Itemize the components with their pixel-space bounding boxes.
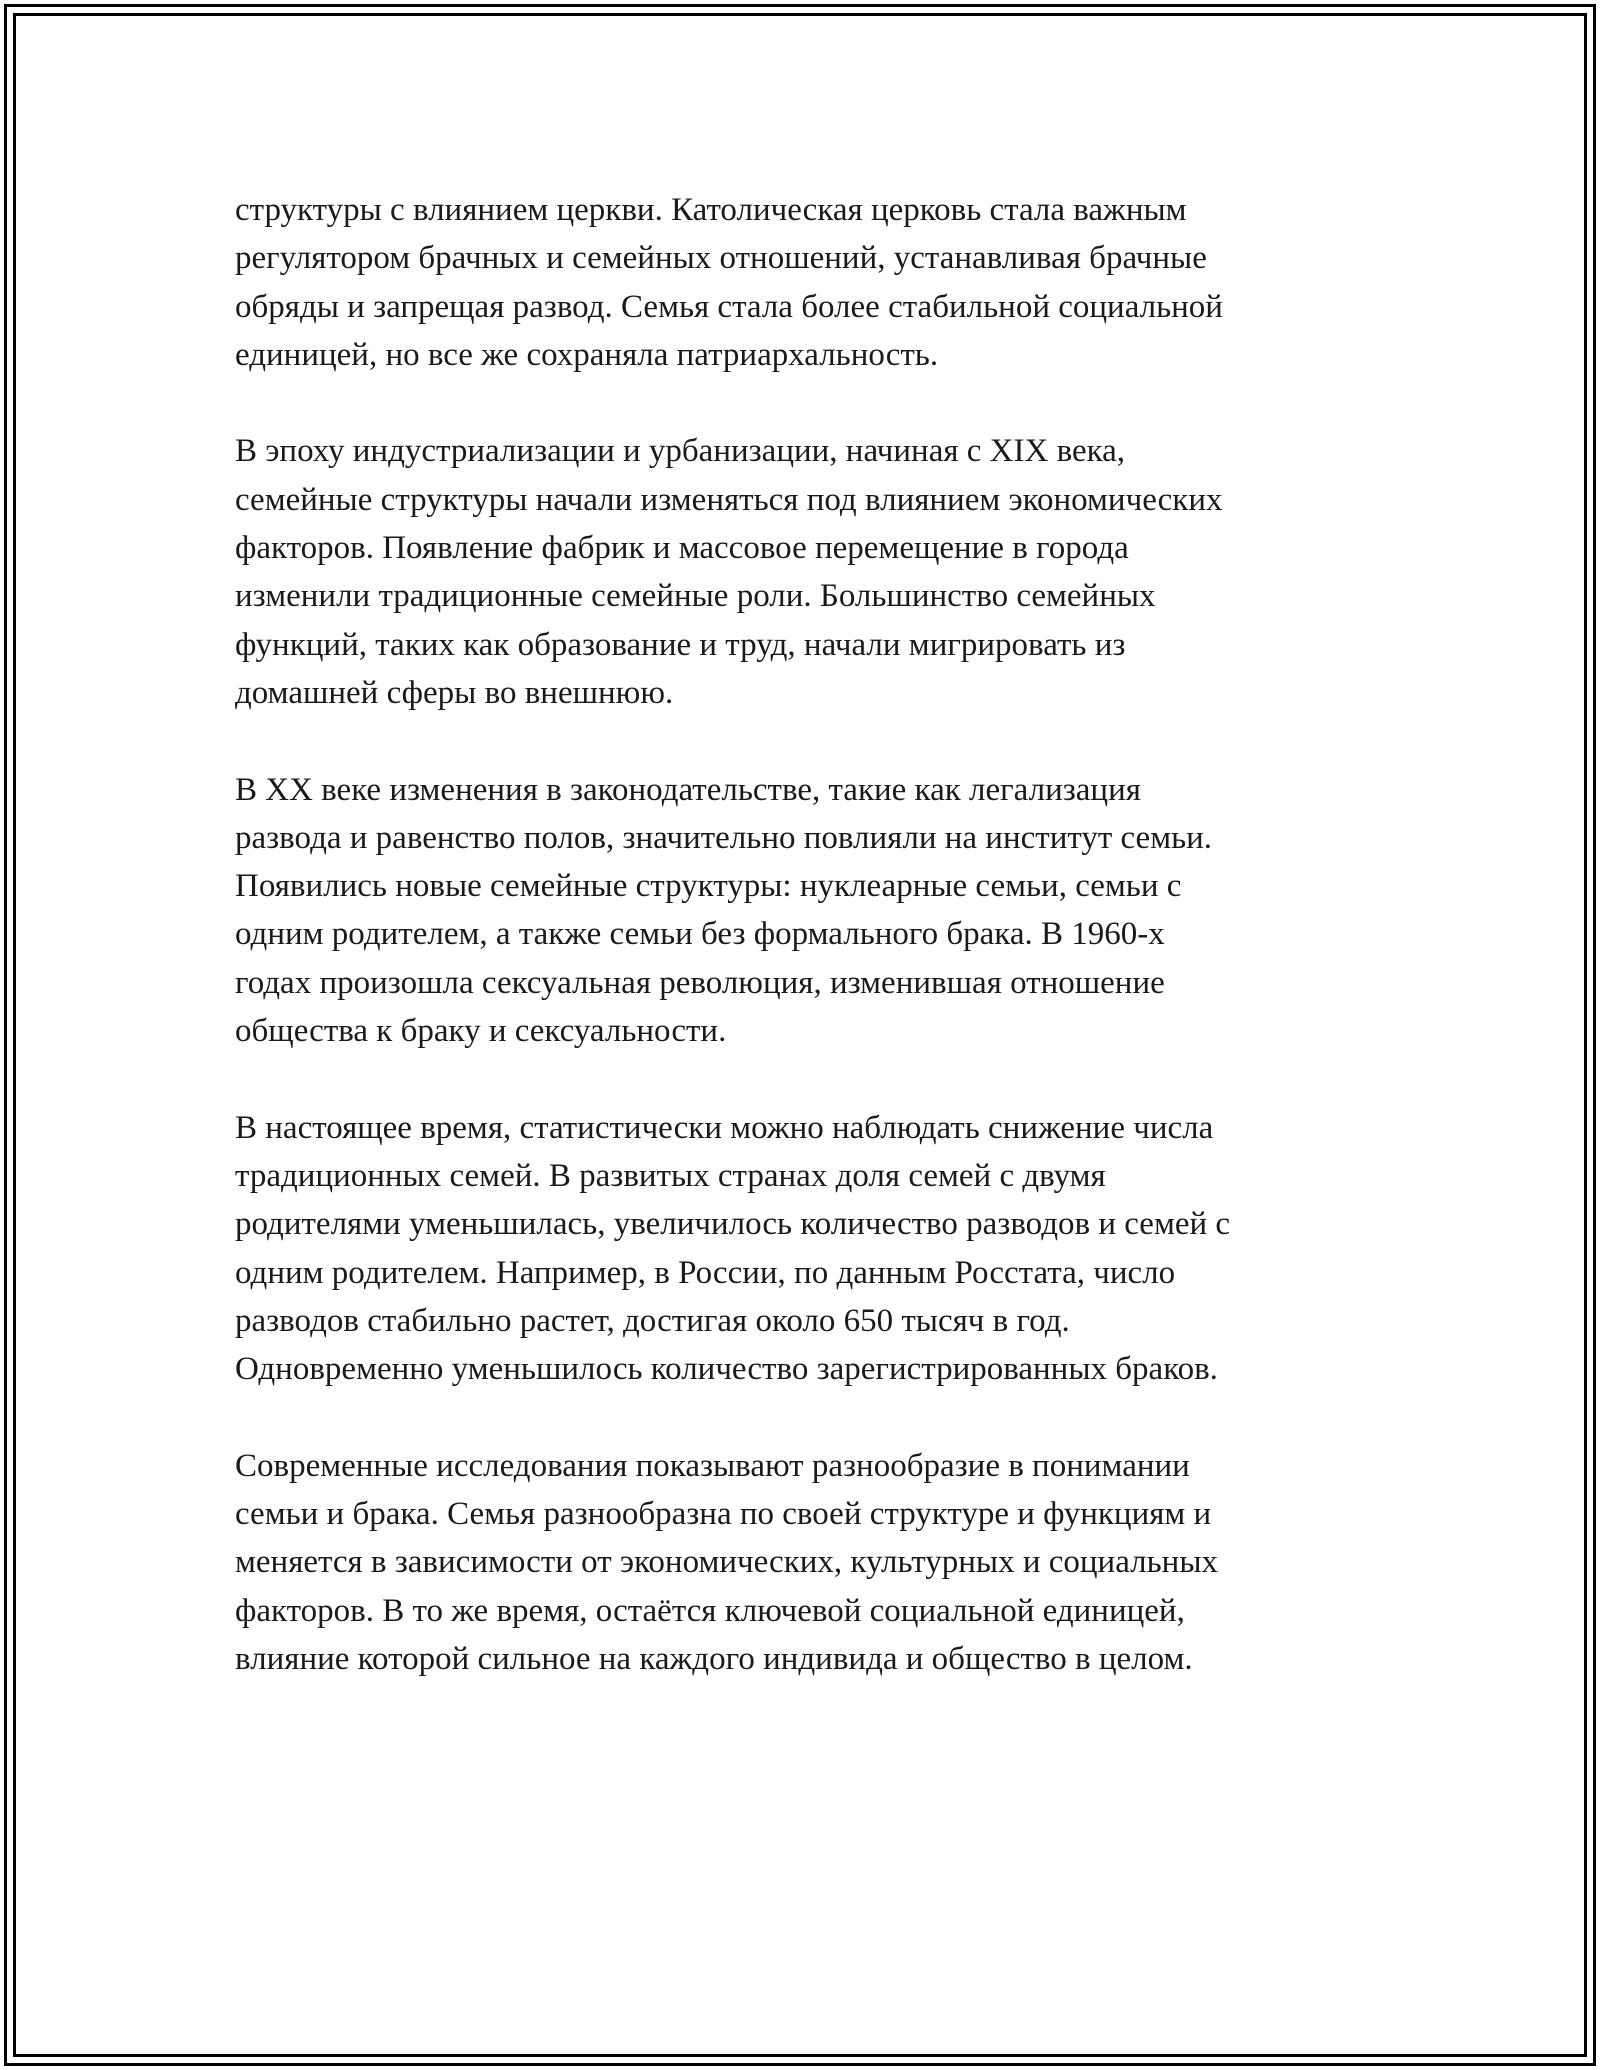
document-body bbox=[235, 186, 1365, 1732]
paragraph-twentieth-century: В XX веке изменения в законодательстве, такие как легализация развода и равенство полов, значительно повлияли на институт семьи. Появились новые семейные структуры: нуклеарные семьи, семьи с одним родителем, а также семьи без формального брака. В 1960-х годах произошла сексуальная революция, изменившая отношение общества к браку и сексуальности. bbox=[235, 771, 1213, 1050]
paragraph-modern-research: Современные исследования показывают разнообразие в понимании семьи и брака. Семья разнообразна по своей структуре и функциям и меняется в зависимости от экономических, культурных и социальных факторов. В то же время, остаётся ключевой социальной единицей, влияние которой сильное на каждого индивида и общество в целом. bbox=[235, 1447, 1219, 1677]
paragraph-industrialization: В эпоху индустриализации и урбанизации, начиная с XIX века, семейные структуры начали изменяться под влиянием экономических факторов. Появление фабрик и массовое перемещение в города изменили традиционные семейные роли. Большинство семейных функций, таких как образование и труд, начали мигрировать из домашней сферы во внешнюю. bbox=[235, 433, 1223, 711]
paragraph-present-statistics: В настоящее время, статистически можно наблюдать снижение числа традиционных семей. В развитых странах доля семей с двумя родителями уменьшилась, увеличилось количество разводов и семей с одним родителем. Например, в России, по данным Росстата, число разводов стабильно растет, достигая около 650 тысяч в год. Одновременно уменьшилось количество зарегистрированных браков. bbox=[235, 1109, 1231, 1388]
paragraph-church-influence: структуры с влиянием церкви. Католическая церковь стала важным регулятором брачных и семейных отношений, устанавливая брачные обряды и запрещая развод. Семья стала более стабильной социальной единицей, но все же сохраняла патриархальность. bbox=[235, 192, 1223, 373]
